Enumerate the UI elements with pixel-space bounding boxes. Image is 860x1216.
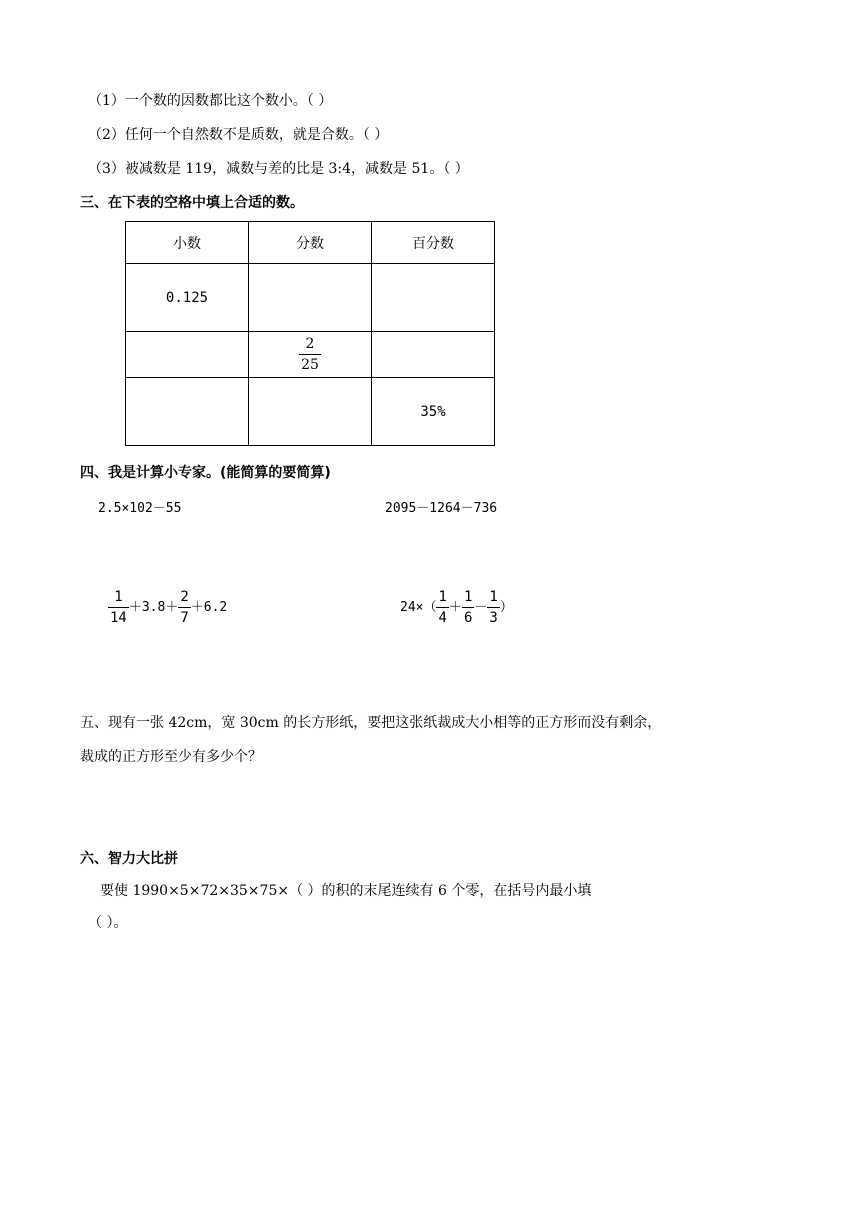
fraction-1-6: $\frac{1}{6}$ xyxy=(463,589,473,626)
section-5-line-1: 五、现有一张 42cm，宽 30cm 的长方形纸，要把这张纸裁成大小相等的正方形而没有剩余， xyxy=(80,715,662,731)
section-6-title: 六、智力大比拼 xyxy=(80,851,178,867)
fraction-2-7: $\frac{2}{7}$ xyxy=(180,589,189,626)
blank-cell[interactable] xyxy=(249,264,372,332)
section-6-line-1: 要使 1990×5×72×35×75×（ ）的积的末尾连续有 6 个零，在括号内最小填 xyxy=(100,883,592,899)
expression-1: 2.5×102－55 xyxy=(98,501,182,516)
cell-fraction xyxy=(249,332,372,378)
header-decimal: 小数 xyxy=(126,222,249,264)
blank-cell[interactable] xyxy=(249,378,372,446)
judgement-item-1: （1）一个数的因数都比这个数小。（ ） xyxy=(88,93,333,109)
section-3-title: 三、在下表的空格中填上合适的数。 xyxy=(80,195,304,211)
section-4-title: 四、我是计算小专家。(能简算的要简算) xyxy=(80,465,331,481)
judgement-item-2: （2）任何一个自然数不是质数，就是合数。（ ） xyxy=(88,127,389,143)
fraction-1-3: $\frac{1}{3}$ xyxy=(489,589,498,626)
expression-3: $\frac{1}{14}$ ＋3.8＋ $\frac{2}{7}$ ＋6.2 xyxy=(110,589,228,626)
blank-cell[interactable] xyxy=(126,332,249,378)
cell-decimal-0125: 0.125 xyxy=(126,264,249,332)
judgement-item-3: （3）被减数是 119，减数与差的比是 3:4，减数是 51。（ ） xyxy=(88,161,469,177)
blank-cell[interactable] xyxy=(126,378,249,446)
expression-2: 2095－1264－736 xyxy=(385,501,498,516)
section-5-line-2: 裁成的正方形至少有多少个？ xyxy=(80,749,262,765)
fraction-2-25: $\frac{2}{25}$ xyxy=(301,336,319,373)
cell-percent: 35% xyxy=(372,378,495,446)
fraction-1-14: $\frac{1}{14}$ xyxy=(110,589,127,626)
section-6-line-2: （ ）。 xyxy=(88,915,128,931)
conversion-table xyxy=(125,221,495,446)
blank-cell[interactable] xyxy=(372,332,495,378)
header-percent: 百分数 xyxy=(372,222,495,264)
fraction-1-4: $\frac{1}{4}$ xyxy=(438,589,447,626)
expression-4: 24×（ $\frac{1}{4}$ ＋ $\frac{1}{6}$ － $\frac{1}{3}$ ） xyxy=(400,589,513,626)
blank-cell[interactable] xyxy=(372,264,495,332)
header-fraction: 分数 xyxy=(249,222,372,264)
